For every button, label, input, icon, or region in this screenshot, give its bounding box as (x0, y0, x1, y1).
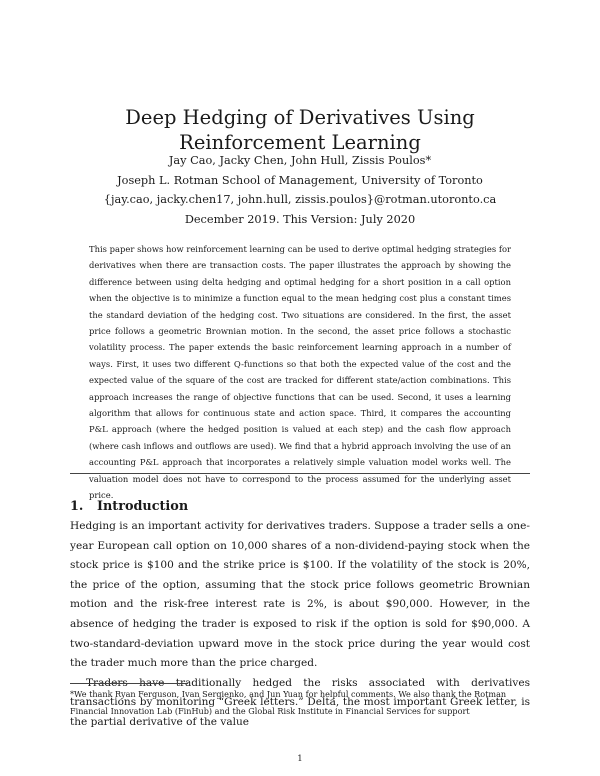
paper-date: December 2019. This Version: July 2020 (184, 212, 416, 226)
section-number: 1. (70, 499, 84, 514)
footnote: *We thank Ryan Ferguson, Ivan Sergienko, and Jun Yuan for helpful comments. We also thank the Rotman Financial Innovation Lab (FinHub) and the Global Risk Institute in Financial Services for support (70, 689, 507, 716)
abstract-divider (70, 473, 530, 474)
page-number: 1 (297, 754, 303, 764)
author-emails: {jay.cao, jacky.chen17, john.hull, zissis.poulos}@rotman.utoronto.ca (103, 193, 497, 206)
body-paragraph: Hedging is an important activity for derivatives traders. Suppose a trader sells a one-year European call option on 10,000 shares of a non-dividend-paying stock when the stock price is $100 and the strike price is $100. If the volatility of the stock is 20%, the price of the option, assuming that the stock price follows geometric Brownian motion and the risk-free interest rate is 2%, is about $90,000. However, in the absence of hedging the trader is exposed to risk if the option is sold for $90,000. A two-standard-deviation upward move in the stock price during the year would cost the trader much more than the price charged. (70, 520, 530, 670)
footnote-divider (70, 683, 188, 684)
body-paragraph: Traders have traditionally hedged the risks associated with derivatives transactions by monitoring “Greek letters.” Delta, the most important Greek letter, is the partial derivative of the value (70, 676, 530, 728)
author-names: Jay Cao, Jacky Chen, John Hull, Zissis Poulos* (168, 154, 432, 167)
section-title: Introduction (97, 499, 189, 514)
author-block (60, 151, 540, 229)
section-heading (70, 499, 188, 514)
abstract: This paper shows how reinforcement learning can be used to derive optimal hedging strategies for derivatives when there are transaction costs. The paper illustrates the approach by showing the difference between using delta hedging and optimal hedging for a short position in a call option when the objective is to minimize a function equal to the mean hedging cost plus a constant times the standard deviation of the hedging cost. Two situations are considered. In the first, the asset price follows a geometric Brownian motion. In the second, the asset price follows a stochastic volatility process. The paper extends the basic reinforcement learning approach in a number of ways. First, it uses two different Q-functions so that both the expected value of the cost and the expected value of the square of the cost are tracked for different state/action combinations. This approach increases the range of objective functions that can be used. Second, it uses a learning algorithm that allows for continuous state and action space. Third, it compares the accounting P&L approach (where the hedged position is valued at each step) and the cash flow approach (where cash inflows and outflows are used). We find that a hybrid approach involving the use of an accounting P&L approach that incorporates a relatively simple valuation model works well. The valuation model does not have to correspond to the process assumed for the underlying asset price. (89, 244, 511, 501)
affiliation: Joseph L. Rotman School of Management, University of Toronto (117, 173, 483, 187)
paper-title: Deep Hedging of Derivatives Using Reinforcement Learning (125, 106, 475, 155)
